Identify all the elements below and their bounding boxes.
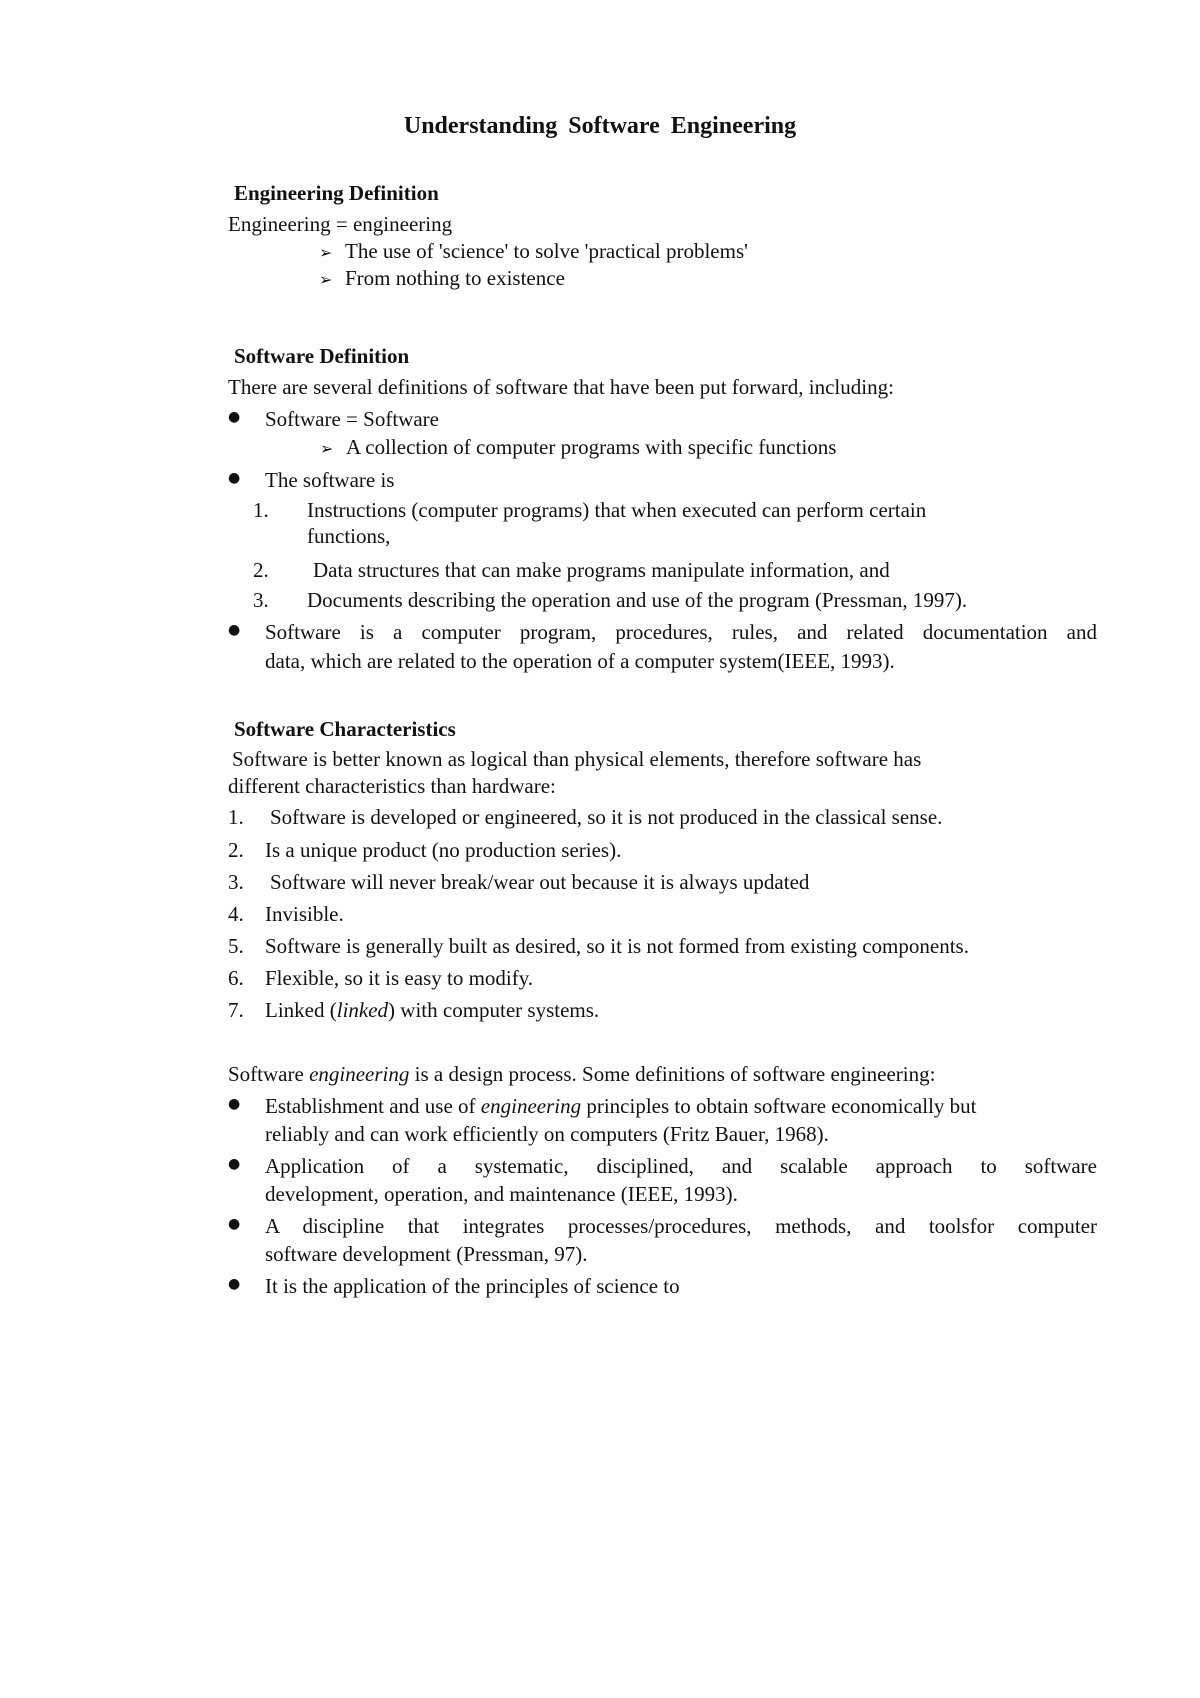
arrow-bullet-icon: ➢ [319,270,333,289]
list-item: ➢ The use of 'science' to solve 'practical problems' [319,238,748,266]
list-item: It is the application of the principles of science to [265,1274,680,1298]
list-item-continuation: reliably and can work efficiently on computers (Fritz Bauer, 1968). [265,1122,829,1146]
list-number: 2. [253,558,269,582]
bullet-icon: ● [228,1276,241,1292]
list-number: 3. [253,588,269,612]
heading-software-definition: Software Definition [234,344,410,368]
bullet-icon: ● [228,409,241,425]
bullet-icon: ● [228,1156,241,1172]
list-item: Documents describing the operation and use of the program (Pressman, 1997). [307,588,968,612]
list-item: Is a unique product (no production series). [265,838,622,862]
list-item: Software is a computer program, procedures, rules, and related documentation and [265,620,1097,644]
list-item: Instructions (computer programs) that when executed can perform certain [307,498,927,522]
list-item: A discipline that integrates processes/procedures, methods, and toolsfor computer [265,1214,1097,1238]
list-item: Invisible. [265,902,344,926]
list-item: The software is [265,468,395,492]
software-engineering-intro: Software engineering is a design process. Some definitions of software engineering: [228,1062,936,1086]
list-number: 2. [228,838,244,862]
characteristics-intro: Software is better known as logical than physical elements, therefore software has [232,747,922,771]
list-number: 5. [228,934,244,958]
list-item: Data structures that can make programs manipulate information, and [313,558,890,582]
list-item: Software is developed or engineered, so it is not produced in the classical sense. [270,805,943,829]
list-item-continuation: data, which are related to the operation of a computer system(IEEE, 1993). [265,649,895,673]
list-item: Application of a systematic, disciplined, and scalable approach to software [265,1154,1097,1178]
characteristics-intro-continuation: different characteristics than hardware: [228,774,556,798]
bullet-icon: ● [228,622,241,638]
list-item: Software will never break/wear out because it is always updated [270,870,810,894]
heading-engineering-definition: Engineering Definition [234,181,439,205]
list-number: 3. [228,870,244,894]
list-item: ➢ From nothing to existence [319,265,565,293]
list-item: Flexible, so it is easy to modify. [265,966,534,990]
list-item: Software = Software [265,407,439,431]
list-item: Software is generally built as desired, so it is not formed from existing components. [265,934,969,958]
list-item: ➢ A collection of computer programs with specific functions [320,434,836,462]
list-item-continuation: software development (Pressman, 97). [265,1242,588,1266]
arrow-bullet-icon: ➢ [320,439,334,458]
list-item: Establishment and use of engineering principles to obtain software economically but [265,1094,977,1118]
list-number: 1. [253,498,269,522]
arrow-bullet-icon: ➢ [319,243,333,262]
engineering-equation: Engineering = engineering [228,212,453,236]
list-item: Linked (linked) with computer systems. [265,998,600,1022]
page-title: Understanding Software Engineering [403,113,797,139]
bullet-icon: ● [228,1216,241,1232]
heading-software-characteristics: Software Characteristics [234,717,456,741]
bullet-icon: ● [228,1096,241,1112]
software-definition-intro: There are several definitions of software that have been put forward, including: [228,375,894,399]
list-item-continuation: functions, [307,524,391,548]
list-number: 6. [228,966,244,990]
list-number: 4. [228,902,244,926]
list-number: 1. [228,805,244,829]
list-item-continuation: development, operation, and maintenance (IEEE, 1993). [265,1182,738,1206]
list-number: 7. [228,998,244,1022]
bullet-icon: ● [228,470,241,486]
